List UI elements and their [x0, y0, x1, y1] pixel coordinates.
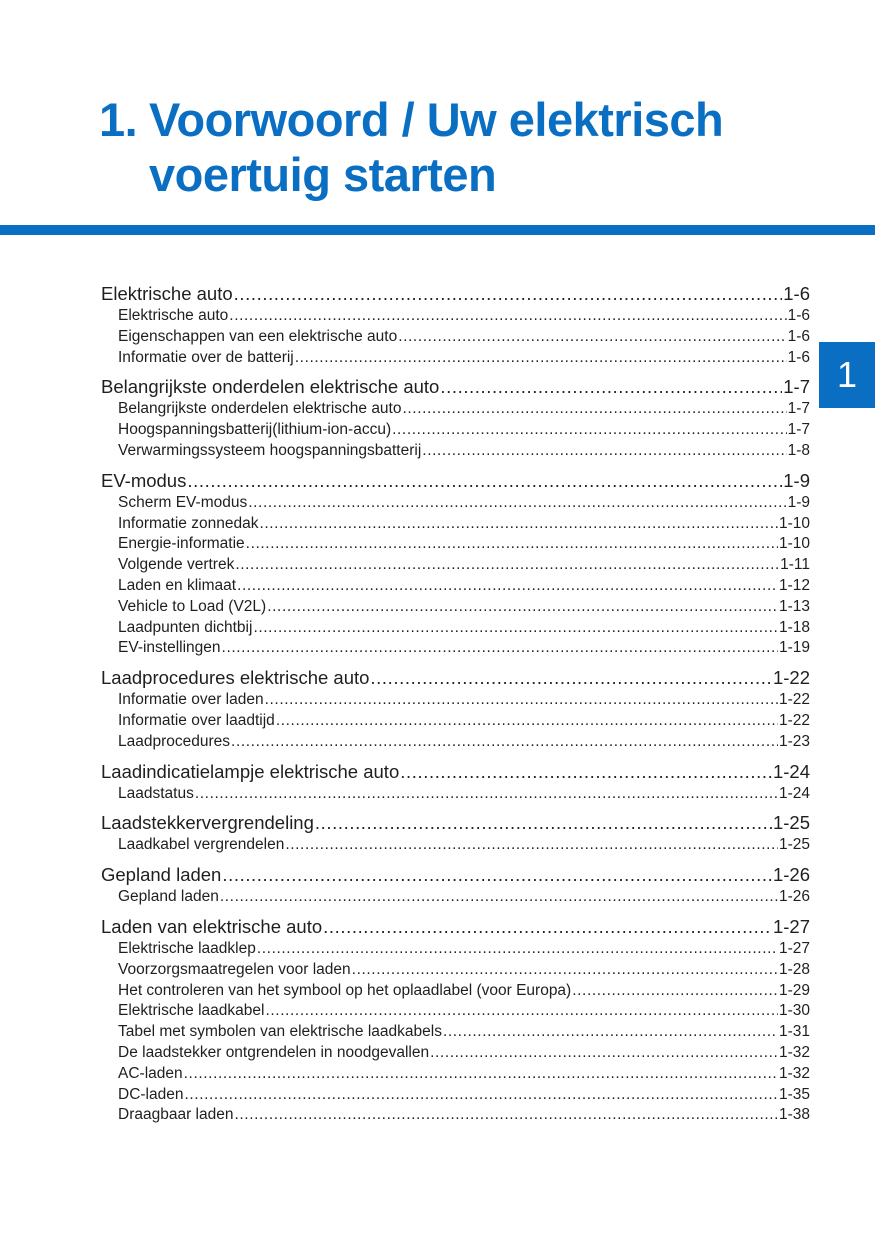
dot-leader: [392, 420, 786, 441]
toc-subentry-title: Belangrijkste onderdelen elektrische auto: [118, 400, 402, 418]
toc-subentry-title: De laadstekker ontgrendelen in noodgevallen: [118, 1043, 430, 1061]
toc-section-entry-title: Laadstekkervergrendeling: [101, 812, 314, 834]
toc-section-entry[interactable]: [101, 915, 810, 939]
toc-subentry-page: 1-10: [778, 535, 810, 553]
dot-leader: [398, 327, 786, 348]
toc-subentry[interactable]: [101, 618, 810, 639]
dot-leader: [184, 1064, 778, 1085]
toc-section: [101, 915, 810, 1126]
toc-subentry-page: 1-27: [778, 939, 810, 957]
chapter-title-line2: voertuig starten: [149, 148, 497, 201]
dot-leader: [195, 784, 778, 805]
header-divider: [0, 225, 875, 235]
toc-subentry[interactable]: [101, 711, 810, 732]
toc-section-entry-title: Laden van elektrische auto: [101, 915, 323, 937]
toc-section-entry-title: Belangrijkste onderdelen elektrische auto: [101, 376, 440, 398]
toc-subentry-title: Elektrische laadklep: [118, 939, 256, 957]
dot-leader: [572, 981, 778, 1002]
toc-section: [101, 863, 810, 908]
dot-leader: [323, 915, 772, 939]
toc-subentry[interactable]: [101, 555, 810, 576]
toc-subentry[interactable]: [101, 1043, 810, 1064]
dot-leader: [222, 638, 778, 659]
toc-subentry-title: Laadkabel vergrendelen: [118, 836, 285, 854]
toc-subentry-page: 1-19: [778, 639, 810, 657]
toc-section: [101, 375, 810, 461]
toc-subentry-title: Eigenschappen van een elektrische auto: [118, 327, 398, 345]
toc-subentry-page: 1-7: [787, 421, 810, 439]
toc-subentry-page: 1-11: [780, 556, 810, 574]
toc-subentry-page: 1-6: [787, 348, 810, 366]
dot-leader: [246, 534, 778, 555]
toc-subentry[interactable]: [101, 690, 810, 711]
toc-subentry-page: 1-31: [778, 1023, 810, 1041]
toc-subentry-title: Laadstatus: [118, 784, 194, 802]
table-of-contents: [101, 282, 810, 1133]
toc-section-entry[interactable]: [101, 863, 810, 887]
toc-section: [101, 469, 810, 659]
toc-section-entry-page: 1-9: [783, 469, 810, 491]
dot-leader: [231, 732, 778, 753]
toc-section-entry[interactable]: [101, 811, 810, 835]
toc-subentry-page: 1-25: [778, 836, 810, 854]
toc-section-entry-title: Laadprocedures elektrische auto: [101, 667, 370, 689]
dot-leader: [422, 441, 786, 462]
toc-subentry[interactable]: [101, 960, 810, 981]
dot-leader: [222, 863, 772, 887]
toc-subentry-title: DC-laden: [118, 1085, 184, 1103]
toc-subentry[interactable]: [101, 1105, 810, 1126]
dot-leader: [370, 666, 772, 690]
toc-subentry-title: Verwarmingssysteem hoogspanningsbatterij: [118, 441, 422, 459]
toc-subentry[interactable]: [101, 576, 810, 597]
dot-leader: [187, 469, 782, 493]
toc-subentry-page: 1-9: [787, 493, 810, 511]
toc-subentry-page: 1-7: [787, 400, 810, 418]
toc-subentry-title: AC-laden: [118, 1064, 183, 1082]
toc-subentry[interactable]: [101, 441, 810, 462]
toc-subentry-title: EV-instellingen: [118, 639, 221, 657]
toc-subentry[interactable]: [101, 939, 810, 960]
toc-section-entry[interactable]: [101, 375, 810, 399]
toc-subentry-page: 1-26: [778, 888, 810, 906]
toc-subentry-title: Scherm EV-modus: [118, 493, 248, 511]
toc-subentry-title: Het controleren van het symbool op het oplaadlabel (voor Europa): [118, 981, 572, 999]
toc-section-entry-page: 1-22: [772, 667, 810, 689]
dot-leader: [234, 1105, 777, 1126]
toc-section-entry-page: 1-27: [772, 915, 810, 937]
toc-subentry-title: Hoogspanningsbatterij(lithium-ion-accu): [118, 421, 392, 439]
toc-subentry-title: Informatie over laden: [118, 691, 264, 709]
toc-subentry-title: Draagbaar laden: [118, 1106, 234, 1124]
toc-section-entry-title: Laadindicatielampje elektrische auto: [101, 760, 400, 782]
toc-subentry-title: Laden en klimaat: [118, 576, 237, 594]
toc-subentry-title: Volgende vertrek: [118, 556, 235, 574]
toc-subentry[interactable]: [101, 327, 810, 348]
dot-leader: [400, 760, 772, 784]
dot-leader: [276, 711, 778, 732]
toc-section-entry-page: 1-24: [772, 760, 810, 782]
dot-leader: [440, 375, 782, 399]
dot-leader: [352, 960, 778, 981]
dot-leader: [267, 597, 778, 618]
dot-leader: [259, 514, 778, 535]
toc-subentry-title: Energie-informatie: [118, 535, 245, 553]
toc-section: [101, 282, 810, 368]
toc-subentry-page: 1-29: [778, 981, 810, 999]
toc-subentry-title: Informatie over de batterij: [118, 348, 294, 366]
toc-subentry-title: Elektrische auto: [118, 307, 229, 324]
toc-subentry-page: 1-22: [778, 711, 810, 729]
toc-subentry[interactable]: [101, 597, 810, 618]
toc-subentry[interactable]: [101, 638, 810, 659]
toc-section: [101, 760, 810, 805]
dot-leader: [265, 690, 778, 711]
toc-section-entry[interactable]: [101, 282, 810, 306]
toc-subentry-title: Gepland laden: [118, 888, 219, 906]
toc-subentry-page: 1-10: [778, 514, 810, 532]
toc-subentry-page: 1-22: [778, 691, 810, 709]
toc-subentry-page: 1-8: [787, 441, 810, 459]
toc-section-entry-page: 1-7: [783, 376, 810, 398]
dot-leader: [265, 1001, 777, 1022]
toc-subentry[interactable]: [101, 835, 810, 856]
toc-subentry[interactable]: [101, 732, 810, 753]
dot-leader: [235, 555, 779, 576]
toc-subentry-title: Informatie zonnedak: [118, 514, 259, 532]
toc-subentry[interactable]: [101, 1064, 810, 1085]
toc-subentry-title: Informatie over laadtijd: [118, 711, 275, 729]
toc-section: [101, 666, 810, 752]
dot-leader: [430, 1043, 778, 1064]
toc-subentry-page: 1-18: [778, 618, 810, 636]
toc-subentry[interactable]: [101, 1001, 810, 1022]
toc-subentry-page: 1-28: [778, 960, 810, 978]
dot-leader: [220, 887, 778, 908]
toc-section-entry[interactable]: [101, 666, 810, 690]
chapter-tab[interactable]: 1: [819, 342, 875, 408]
dot-leader: [229, 306, 786, 327]
toc-section-entry-page: 1-6: [783, 283, 810, 304]
toc-section-entry-title: Gepland laden: [101, 864, 222, 886]
toc-subentry[interactable]: [101, 420, 810, 441]
dot-leader: [285, 835, 778, 856]
toc-subentry-page: 1-6: [787, 307, 810, 324]
toc-subentry[interactable]: [101, 784, 810, 805]
toc-subentry-page: 1-23: [778, 732, 810, 750]
toc-subentry-title: Laadprocedures: [118, 732, 231, 750]
dot-leader: [184, 1085, 777, 1106]
toc-subentry[interactable]: [101, 981, 810, 1002]
dot-leader: [295, 348, 787, 369]
chapter-title-line1: Voorwoord / Uw elektrisch: [149, 93, 724, 146]
toc-subentry[interactable]: [101, 306, 810, 327]
dot-leader: [248, 493, 786, 514]
toc-subentry[interactable]: [101, 514, 810, 535]
toc-subentry-page: 1-32: [778, 1043, 810, 1061]
toc-section-entry-page: 1-26: [772, 864, 810, 886]
chapter-number: 1.: [99, 93, 138, 146]
toc-section-entry-title: EV-modus: [101, 469, 187, 491]
toc-subentry[interactable]: [101, 1022, 810, 1043]
toc-subentry[interactable]: [101, 887, 810, 908]
toc-section-entry[interactable]: [101, 469, 810, 493]
toc-subentry-title: Voorzorgsmaatregelen voor laden: [118, 960, 351, 978]
toc-subentry-page: 1-24: [778, 784, 810, 802]
page-title: [99, 92, 723, 202]
toc-subentry[interactable]: [101, 399, 810, 420]
dot-leader: [402, 399, 786, 420]
toc-subentry-page: 1-35: [778, 1085, 810, 1103]
toc-subentry-page: 1-6: [787, 327, 810, 345]
toc-subentry-page: 1-30: [778, 1002, 810, 1020]
toc-subentry-title: Tabel met symbolen van elektrische laadkabels: [118, 1023, 442, 1041]
dot-leader: [234, 282, 783, 306]
toc-subentry-page: 1-12: [778, 576, 810, 594]
toc-subentry-title: Vehicle to Load (V2L): [118, 597, 267, 615]
dot-leader: [237, 576, 778, 597]
toc-section-entry-page: 1-25: [772, 812, 810, 834]
toc-subentry-page: 1-32: [778, 1064, 810, 1082]
toc-section-entry-title: Elektrische auto: [101, 283, 233, 304]
dot-leader: [257, 939, 778, 960]
toc-subentry-title: Elektrische laadkabel: [118, 1002, 265, 1020]
dot-leader: [253, 618, 778, 639]
dot-leader: [443, 1022, 778, 1043]
dot-leader: [315, 811, 772, 835]
toc-section: [101, 811, 810, 856]
toc-subentry[interactable]: [101, 1085, 810, 1106]
toc-subentry[interactable]: [101, 493, 810, 514]
toc-subentry[interactable]: [101, 534, 810, 555]
toc-subentry-page: 1-38: [778, 1106, 810, 1124]
toc-subentry-page: 1-13: [778, 597, 810, 615]
toc-subentry[interactable]: [101, 348, 810, 369]
toc-section-entry[interactable]: [101, 760, 810, 784]
toc-subentry-title: Laadpunten dichtbij: [118, 618, 253, 636]
